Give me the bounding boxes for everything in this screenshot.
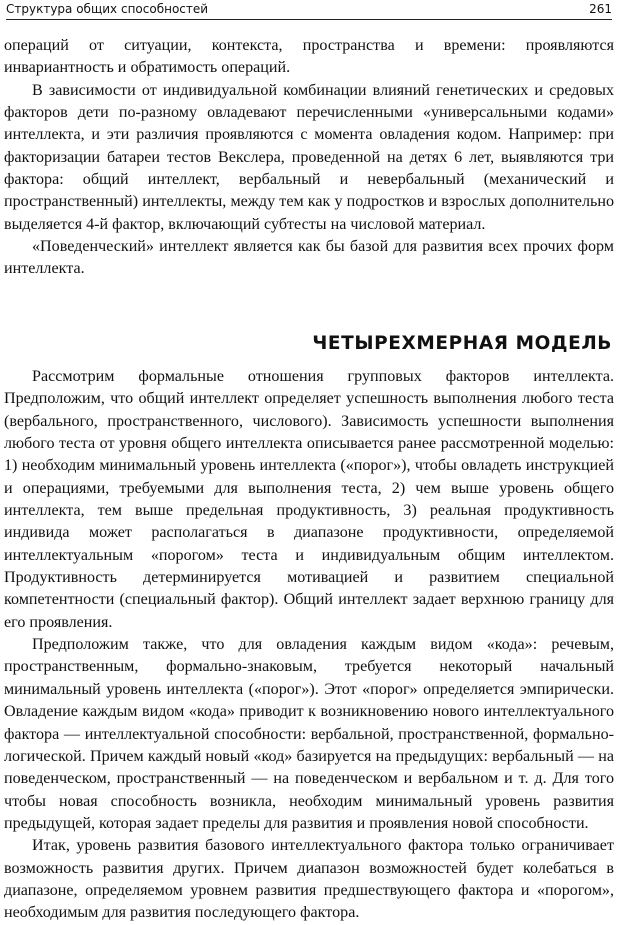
section-heading: ЧЕТЫРЕХМЕРНАЯ МОДЕЛЬ	[312, 333, 612, 355]
page-number: 261	[589, 2, 612, 16]
paragraph-code-threshold: Предположим также, что для овладения каждым видом «кода»: речевым, пространственным, формально-знаковым, требуется некоторый начальный минимальный уровень интеллекта («порог»). Этот «порог» определяется эмпирически. Овладение каждым видом «кода» приводит к возникновению нового интеллектуального фактора — интеллектуальной способности: вербальной, пространственной, формально-логической. Причем каждый новый «код» базируется на предыдущих: вербальный — на поведенческом, пространственный — на поведенческом и вербальном и т. д. Для того чтобы новая способность возникла, необходим минимальный уровень развития предыдущей, которая задает пределы для развития и проявления новой способности.	[4, 636, 614, 832]
paragraph-conclusion: Итак, уровень развития базового интеллектуального фактора только ограничивает возможность развития других. Причем диапазон возможностей будет колебаться в диапазоне, определяемом уровнем развития предшествующего фактора и «порогом», необходимым для развития последующего фактора.	[4, 837, 614, 922]
text-block-before-heading	[4, 35, 614, 281]
paragraph-behavioral-intellect: «Поведенческий» интеллект является как бы базой для развития всех прочих форм интеллекта.	[4, 238, 614, 278]
running-header-title: Структура общих способностей	[6, 2, 209, 16]
paragraph-universal-codes: В зависимости от индивидуальной комбинации влияний генетических и средовых факторов дети по-разному овладевают перечисленными «универсальными кодами» интеллекта, и эти различия проявляются с момента овладения кодом. Например: при факторизации батареи тестов Векслера, проведенной на детях 6 лет, выявляются три фактора: общий интеллект, вербальный и невербальный (механический и пространственный) интеллекты, между тем как у подростков и взрослых дополнительно выделяется 4-й фактор, включающий субтесты на числовой материал.	[4, 81, 614, 233]
running-header	[6, 0, 612, 20]
paragraph-group-factors: Рассмотрим формальные отношения групповых факторов интеллекта. Предположим, что общий интеллект определяет успешность выполнения любого теста (вербального, пространственного, числового). Зависимость успешности выполнения любого теста от уровня общего интеллекта описывается ранее рассмотренной моделью: 1) необходим минимальный уровень интеллекта («порог»), чтобы овладеть инструкцией и операциями, требуемыми для выполнения теста, 2) чем выше уровень общего интеллекта, тем выше предельная продуктивность, 3) реальная продуктивность индивида может располагаться в диапазоне продуктивности, определяемой интеллектуальным «порогом» теста и индивидуальным общим интеллектом. Продуктивность детерминируется мотивацией и развитием специальной компетентности (специальный фактор). Общий интеллект задает верхнюю границу для его проявления.	[4, 368, 614, 631]
text-block-after-heading	[4, 366, 614, 925]
paragraph-continuation: операций от ситуации, контекста, пространства и времени: проявляются инвариантность и обратимость операций.	[4, 37, 614, 77]
